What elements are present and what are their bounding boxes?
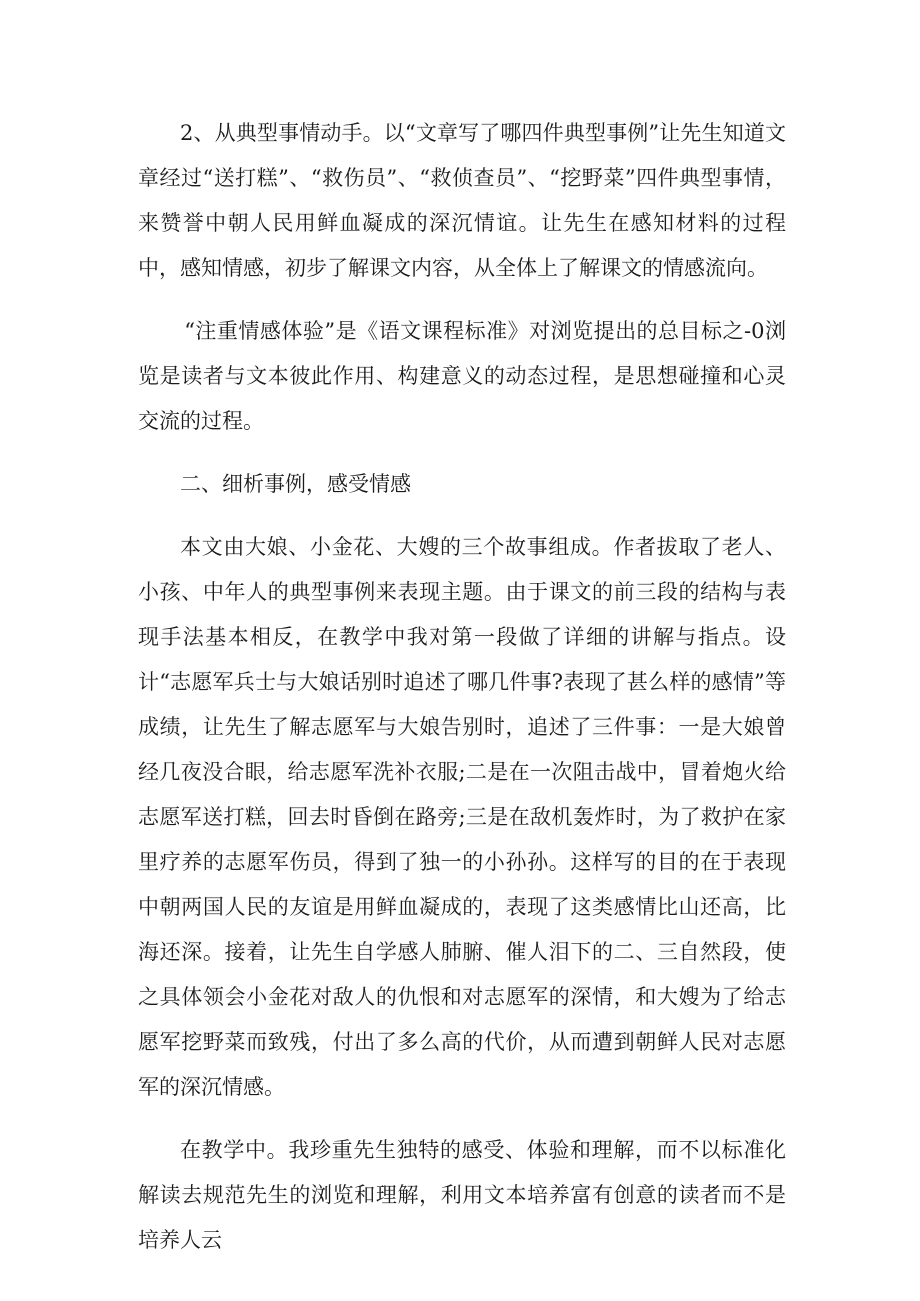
document-body <box>138 111 786 1263</box>
paragraph-story-analysis: 本文由大娘、小金花、大嫂的三个故事组成。作者拔取了老人、小孩、中年人的典型事例来表现主题。由于课文的前三段的结构与表现手法基本相反，在教学中我对第一段做了详细的讲解与指点。设计“志愿军兵士与大娘话别时追述了哪几件事?表现了甚么样的感情”等成绩，让先生了解志愿军与大娘告别时，追述了三件事：一是大娘曾经几夜没合眼，给志愿军洗补衣服;二是在一次阻击战中，冒着炮火给志愿军送打糕，回去时昏倒在路旁;三是在敌机轰炸时，为了救护在家里疗养的志愿军伤员，得到了独一的小孙孙。这样写的目的在于表现中朝两国人民的友谊是用鲜血凝成的，表现了这类感情比山还高，比海还深。接着，让先生自学感人肺腑、催人泪下的二、三自然段，使之具体领会小金花对敌人的仇恨和对志愿军的深情，和大嫂为了给志愿军挖野菜而致残，付出了多么高的代价，从而遭到朝鲜人民对志愿军的深沉情感。 <box>138 535 786 1099</box>
paragraph-typical-events: 2、从典型事情动手。以“文章写了哪四件典型事例”让先生知道文章经过“送打糕”、“救伤员”、“救侦查员”、“挖野菜”四件典型事情，来赞誉中朝人民用鲜血凝成的深沉情谊。让先生在感知材料的过程中，感知情感，初步了解课文内容，从全体上了解课文的情感流向。 <box>138 121 786 280</box>
paragraph-curriculum-standard: “注重情感体验”是《语文课程标准》对浏览提出的总目标之-0浏览是读者与文本彼此作用、构建意义的动态过程，是思想碰撞和心灵交流的过程。 <box>138 319 786 433</box>
paragraph-gap <box>138 444 786 462</box>
paragraph-teaching: 在教学中。我珍重先生独特的感受、体验和理解，而不以标准化解读去规范先生的浏览和理解，利用文本培养富有创意的读者而不是培养人云 <box>138 1138 786 1252</box>
paragraph-gap <box>138 291 786 309</box>
paragraph-gap <box>138 507 786 525</box>
section-heading: 二、细析事例，感受情感 <box>180 472 411 496</box>
paragraph-gap <box>138 1110 786 1128</box>
